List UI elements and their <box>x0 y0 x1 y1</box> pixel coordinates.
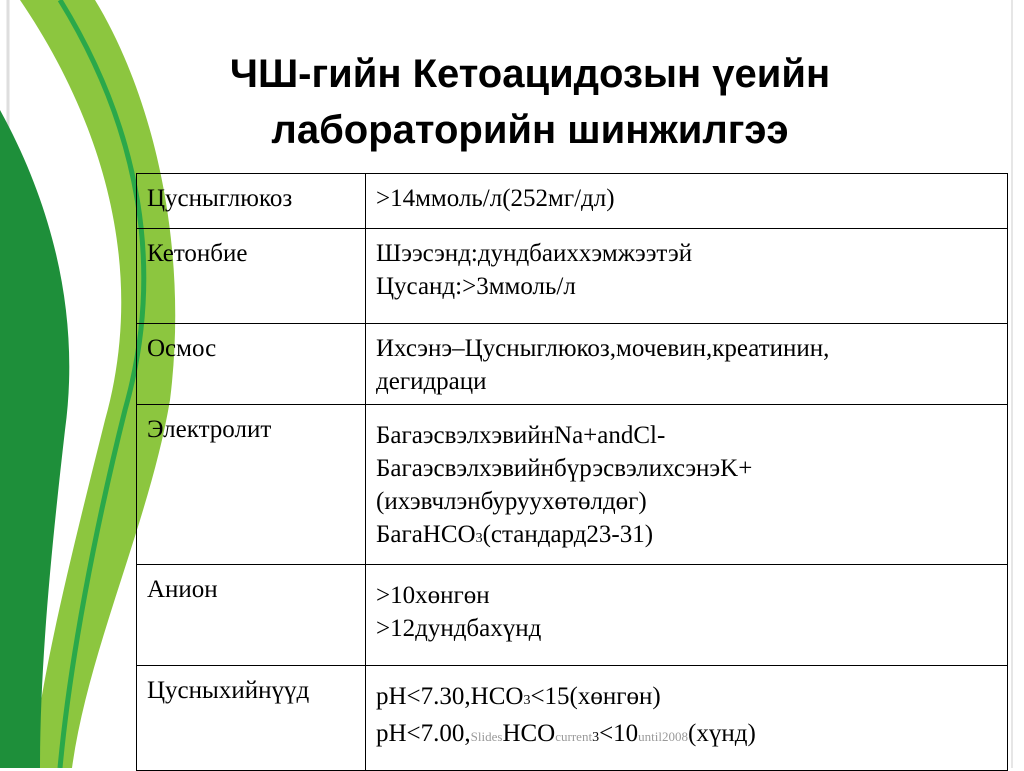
title-line-2: лабораторийн шинжилгээ <box>271 108 789 152</box>
row-parameter: Кетонбие <box>137 229 366 324</box>
lab-results-table <box>136 173 1008 771</box>
row-parameter: Цусныглюкоз <box>137 174 366 229</box>
row-parameter: Цусныхийнүүд <box>137 666 366 771</box>
slide-title <box>140 46 920 158</box>
row-value: Ихсэнэ–Цусныглюкоз,мочевин,креатинин, дегидраци <box>366 324 1008 405</box>
table-row <box>137 229 1008 324</box>
row-parameter: Анион <box>137 565 366 666</box>
row-parameter: Осмос <box>137 324 366 405</box>
table-row <box>137 174 1008 229</box>
table-row <box>137 324 1008 405</box>
table-row <box>137 405 1008 565</box>
hco3-line: БагаHCO3(стандард23-31) <box>376 521 654 548</box>
table-row <box>137 565 1008 666</box>
title-line-1: ЧШ-гийн Кетоацидозын үеийн <box>229 52 831 96</box>
row-value: >10хөнгөн >12дундбахүнд <box>366 565 1008 666</box>
row-value <box>366 666 1008 771</box>
row-value: >14ммоль/л(252мг/дл) <box>366 174 1008 229</box>
ph-line-1: pH<7.30,HCO3<15(хөнгөн) <box>376 683 661 710</box>
row-parameter: Электролит <box>137 405 366 565</box>
row-value: Шээсэнд:дундбаихxэмжээтэй Цусанд:>3ммоль/л <box>366 229 1008 324</box>
ph-line-2: pH<7.00,SlidesHCOcurrent3<10until2008(хүнд) <box>376 720 756 747</box>
row-value: БагаэсвэлхэвийнNa+andCl- БагаэсвэлхэвийнбүрэсвэлихсэнэK+ (ихэвчлэнбуруухөтөлдөг) БагаHCO3(стандард23-31) <box>366 405 1008 565</box>
table-row <box>137 666 1008 771</box>
